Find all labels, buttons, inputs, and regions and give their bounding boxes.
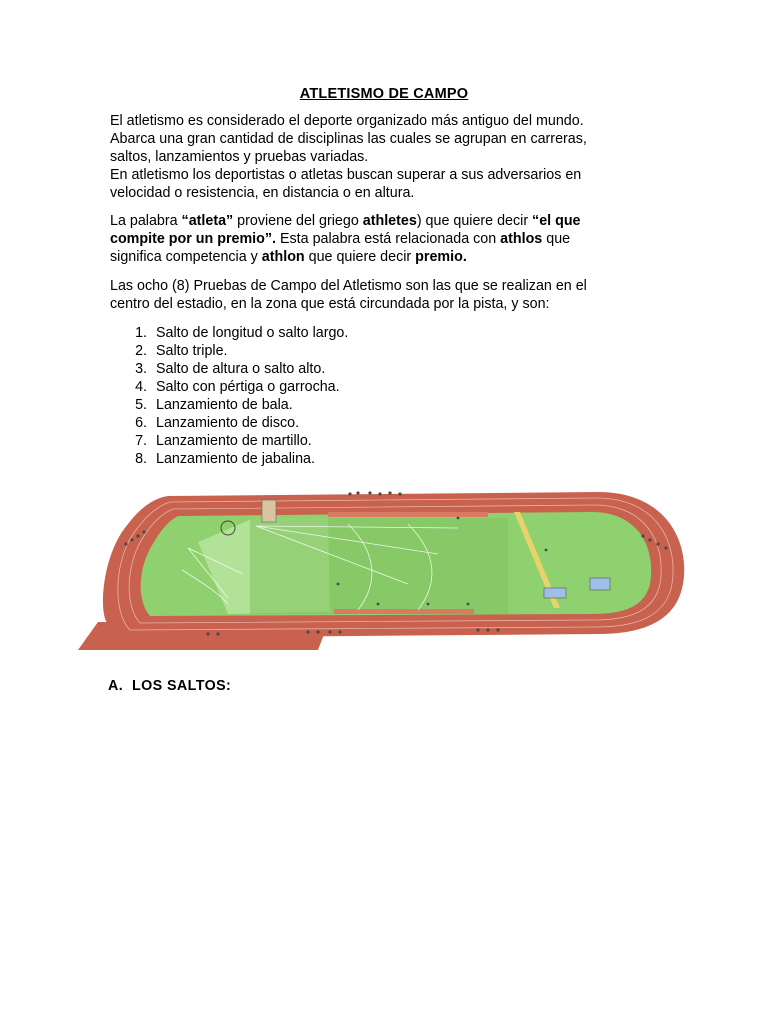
high-jump-mat: [544, 588, 566, 598]
bold-run: “el que: [532, 213, 581, 229]
track-straight: [78, 622, 328, 650]
bold-run: compite por un premio”.: [110, 231, 277, 247]
list-text: Salto de longitud o salto largo.: [156, 325, 349, 341]
text-run: ) que quiere decir: [416, 213, 533, 229]
intro-line: En atletismo los deportistas o atletas buscan superar a sus adversarios en: [110, 167, 582, 183]
etymology-line: [110, 230, 670, 248]
etymology-line: [110, 212, 670, 230]
etymology-paragraph: [110, 212, 670, 266]
list-item: [110, 324, 348, 342]
bold-run: “atleta”: [181, 213, 234, 229]
list-number: 4.: [135, 379, 147, 395]
bold-run: athlon: [261, 249, 305, 265]
text-run: que quiere decir: [304, 249, 416, 265]
section-letter: A.: [108, 678, 124, 694]
intro-paragraph: [110, 112, 670, 202]
list-text: Salto con pértiga o garrocha.: [156, 379, 340, 395]
list-number: 3.: [135, 361, 147, 377]
list-text: Salto de altura o salto alto.: [156, 361, 326, 377]
page-title: ATLETISMO DE CAMPO: [299, 86, 469, 102]
long-jump-runway: [328, 512, 488, 517]
pole-vault-mat: [590, 578, 610, 590]
list-text: Lanzamiento de jabalina.: [156, 451, 315, 467]
etymology-line: [110, 248, 670, 266]
text-run: proviene del griego: [233, 213, 363, 229]
list-item: [110, 342, 348, 360]
intro-line: El atletismo es considerado el deporte organizado más antiguo del mundo.: [110, 113, 584, 129]
text-run: que: [542, 231, 571, 247]
section-heading: [108, 678, 231, 694]
athletics-stadium-icon: [78, 484, 690, 654]
list-number: 6.: [135, 415, 147, 431]
text-run: La palabra: [110, 213, 182, 229]
bold-run: premio.: [415, 249, 467, 265]
section-title: LOS SALTOS:: [132, 678, 232, 694]
intro-line: Abarca una gran cantidad de disciplinas las cuales se agrupan en carreras,: [110, 131, 587, 147]
events-intro-line: Las ocho (8) Pruebas de Campo del Atletismo son las que se realizan en el: [110, 278, 587, 294]
list-item: [110, 414, 348, 432]
triple-jump-runway: [334, 609, 474, 614]
sandpit: [262, 500, 276, 522]
list-text: Lanzamiento de disco.: [156, 415, 300, 431]
list-item: [110, 360, 348, 378]
list-item: [110, 450, 348, 468]
text-run: significa competencia y: [110, 249, 262, 265]
list-text: Lanzamiento de martillo.: [156, 433, 312, 449]
list-item: [110, 432, 348, 450]
bold-run: athlos: [500, 231, 543, 247]
list-number: 5.: [135, 397, 147, 413]
list-item: [110, 396, 348, 414]
events-intro-paragraph: [110, 277, 670, 313]
list-item: [110, 378, 348, 396]
text-run: Esta palabra está relacionada con: [276, 231, 501, 247]
central-field: [250, 518, 508, 614]
list-text: Lanzamiento de bala.: [156, 397, 293, 413]
events-list: [110, 324, 348, 468]
list-number: 2.: [135, 343, 147, 359]
list-number: 8.: [135, 451, 147, 467]
list-number: 7.: [135, 433, 147, 449]
intro-line: saltos, lanzamientos y pruebas variadas.: [110, 149, 369, 165]
list-number: 1.: [135, 325, 147, 341]
list-text: Salto triple.: [156, 343, 228, 359]
events-intro-line: centro del estadio, en la zona que está circundada por la pista, y son:: [110, 296, 550, 312]
intro-line: velocidad o resistencia, en distancia o en altura.: [110, 185, 415, 201]
bold-run: athletes: [362, 213, 417, 229]
